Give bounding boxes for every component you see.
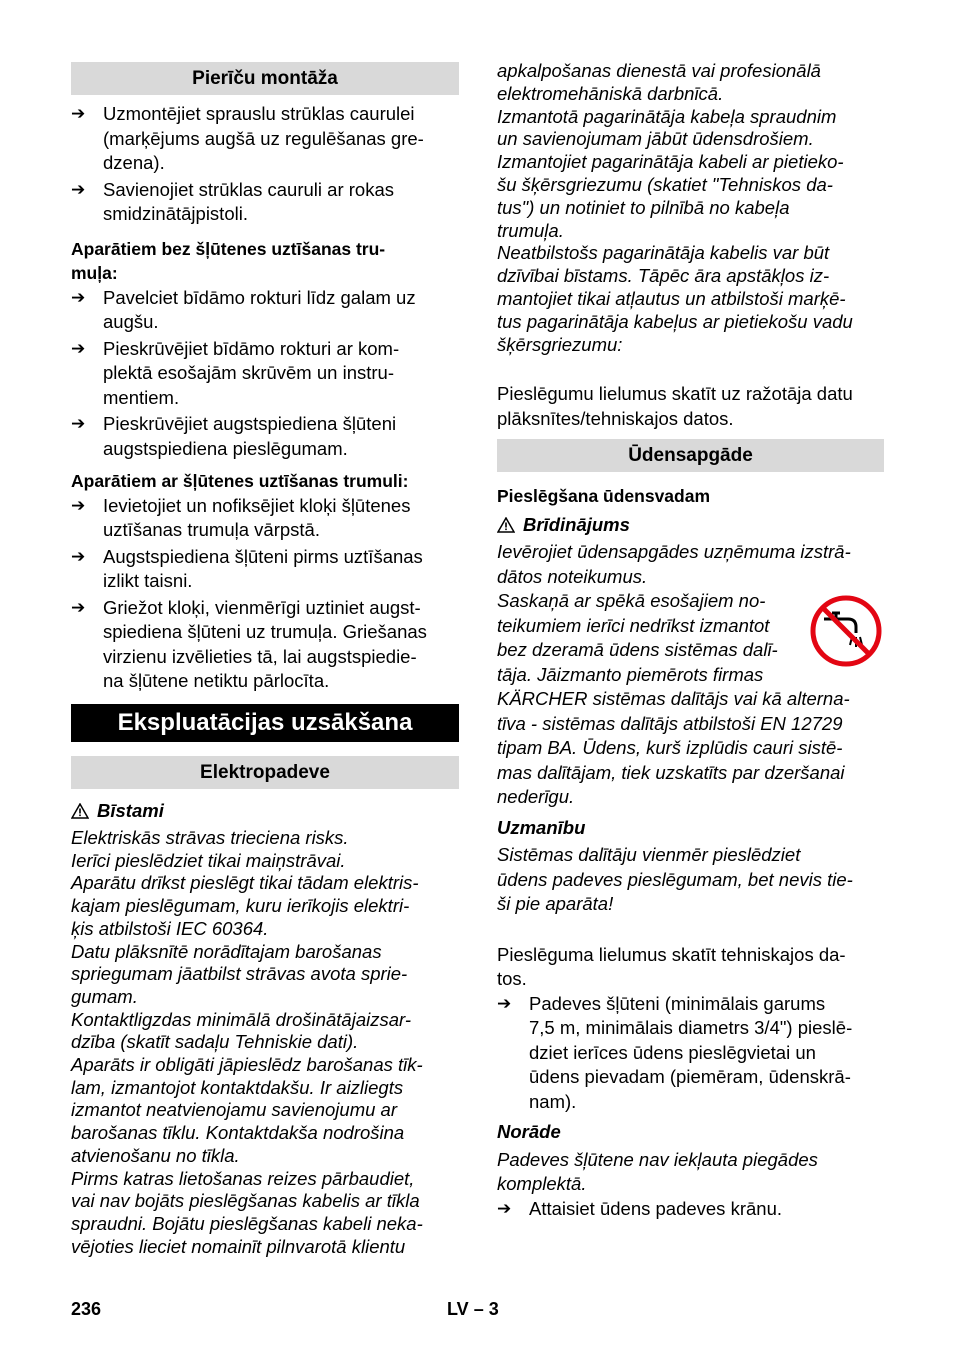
arrow-icon: ➔ — [71, 495, 86, 516]
lang-code: LV — [447, 1299, 469, 1319]
section-heading-udensapgade: Ūdensapgāde — [497, 439, 884, 472]
list-item: ➔ Uzmontējiet sprauslu strūklas caurulei (marķējums augšā uz regulēšanas gre- dzena). — [71, 103, 424, 173]
arrow-icon: ➔ — [71, 338, 86, 359]
note-heading: Norāde — [497, 1121, 561, 1143]
list-item: ➔ Attaisiet ūdens padeves krānu. — [497, 1197, 884, 1222]
list-item: ➔ Pieskrūvējiet augstspiediena šļūteni augstspiediena pieslēgumam. — [71, 413, 397, 459]
subheading: Aparātiem bez šļūtenes uztīšanas tru- muļa: — [71, 238, 386, 283]
page-label — [447, 1297, 499, 1322]
list-item: ➔ Griežot kloķi, vienmērīgi uztiniet augst- spiediena šļūteni uz trumuļa. Griešanas virzienu izvēlieties tā, lai augstspiedie- na šļūtene netiktu pārlocīta. — [71, 596, 427, 691]
caution-heading: Uzmanību — [497, 816, 586, 838]
subheading: Aparātiem ar šļūtenes uztīšanas trumuli: — [71, 471, 409, 491]
arrow-icon: ➔ — [497, 1198, 512, 1219]
warning-triangle-icon — [71, 803, 89, 819]
arrow-icon: ➔ — [71, 287, 86, 308]
warning-heading: Brīdinājums — [497, 513, 884, 538]
list-item: ➔ Augstspiediena šļūteni pirms uztīšanas izlikt taisni. — [71, 545, 423, 591]
separator: – — [473, 1299, 484, 1319]
subheading: Pieslēgšana ūdensvadam — [497, 486, 711, 507]
note-text: Padeves šļūtene nav iekļauta piegādes komplektā. — [497, 1148, 818, 1195]
paragraph: Pieslēgumu lielumus skatīt uz ražotāja datu plāksnītes/tehniskajos datos. — [497, 383, 853, 429]
list-item: ➔ Ievietojiet un nofiksējiet kloķi šļūtenes uztīšanas trumuļa vārpstā. — [71, 494, 411, 540]
paragraph: Pieslēguma lielumus skatīt tehniskajos da- tos. — [497, 943, 846, 990]
list-item: ➔ Pavelciet bīdāmo rokturi līdz galam uz augšu. — [71, 286, 416, 332]
caution-text: Sistēmas dalītāju vienmēr pieslēdziet ūdens padeves pieslēgumam, bet nevis tie- ši pie aparāta! — [497, 844, 853, 915]
danger-heading: Bīstami — [71, 799, 459, 824]
danger-text-continued: apkalpošanas dienestā vai profesionālā elektromehāniskā darbnīcā. Izmantotā pagarinātāja kabeļa spraudnim un savienojumam jābūt ūdensdrošiem. Izmantojiet pagarinātāja kabeli ar pietieko- šu šķērsgriezumu (skatiet "Tehniskos da- tus") un notiniet to pilnībā no kabeļa trumuļa. Neatbilstošs pagarinātāja kabelis var būt dzīvībai bīstams. Tāpēc āra apstākļos iz- mantojiet tikai atļautus un atbilstoši marķē- tus pagarinātāja kabeļus ar pietiekošu vadu šķērsgriezumu: — [497, 60, 853, 355]
section-heading-montaza: Pierīču montāža — [71, 62, 459, 95]
left-column — [71, 62, 459, 1258]
arrow-icon: ➔ — [497, 993, 512, 1014]
right-column — [497, 60, 884, 1221]
arrow-icon: ➔ — [71, 597, 86, 618]
list-item: ➔ Pieskrūvējiet bīdāmo rokturi ar kom- plektā esošajām skrūvēm un instru- mentiem. — [71, 337, 400, 408]
no-drinking-water-icon — [810, 595, 882, 667]
chapter-heading: Ekspluatācijas uzsākšana — [71, 704, 459, 742]
arrow-icon: ➔ — [71, 179, 86, 200]
arrow-icon: ➔ — [71, 104, 86, 124]
warning-triangle-icon — [497, 517, 515, 533]
section-heading-elektropadeve: Elektropadeve — [71, 756, 459, 789]
arrow-icon: ➔ — [71, 546, 86, 567]
list-item: ➔ Savienojiet strūklas cauruli ar rokas smidzinātājpistoli. — [71, 178, 394, 224]
arrow-icon: ➔ — [71, 414, 86, 434]
page-number: 236 — [71, 1299, 102, 1319]
list-item: ➔ Padeves šļūteni (minimālais garums 7,5 m, minimālais diametrs 3/4") pieslē- dziet ierīces ūdens pieslēgvietai un ūdens pievadam (piemēram, ūdenskrā- nam). — [497, 992, 853, 1112]
section-number: 3 — [488, 1299, 499, 1319]
warning-text: Ievērojiet ūdensapgādes uzņēmuma izstrā- dātos noteikumus. — [497, 541, 851, 587]
danger-text: Elektriskās strāvas trieciena risks. Ierīci pieslēdziet tikai maiņstrāvai. Aparātu drīkst pieslēgt tikai tādam elektris- kajam pieslēgumam, kuru ierīkojis elektri- ķis atbilstoši IEC 60364. Datu plāksnītē norādītajam barošanas spriegumam jāatbilst strāvas avota sprie- gumam. Kontaktligzdas minimālā drošinātājaizsar- dzība (skatīt sadaļu Tehniskie dati). Aparāts ir obligāti jāpieslēdz barošanas tīk- lam, izmantojot kontaktdakšu. Ir aizliegts izmantot neatvienojamu savienojumu ar barošanas tīklu. Kontaktdakša nodrošina atvienošanu no tīkla. Pirms katras lietošanas reizes pārbaudiet, vai nav bojāts pieslēgšanas kabelis ar tīkla spraudni. Bojātu pieslēgšanas kabeli neka- vējoties lieciet nomainīt pilnvarotā klientu — [71, 827, 423, 1257]
warning-text-2: Saskaņā ar spēkā esošajiem no- teikumiem ierīci nedrīkst izmantot bez dzeramā ūdens sistēmas dalī- tāja. Jāizmanto piemērots firmas KÄRCHER sistēmas dalītājs vai kā alterna- tīva - sistēmas dalītājs atbilstoši EN 12729 tipam BA. Ūdens, kurš izplūdis cauri sistē- mas dalītājam, tiek uzskatīts par dzeršanai nederīgu. — [497, 589, 884, 810]
